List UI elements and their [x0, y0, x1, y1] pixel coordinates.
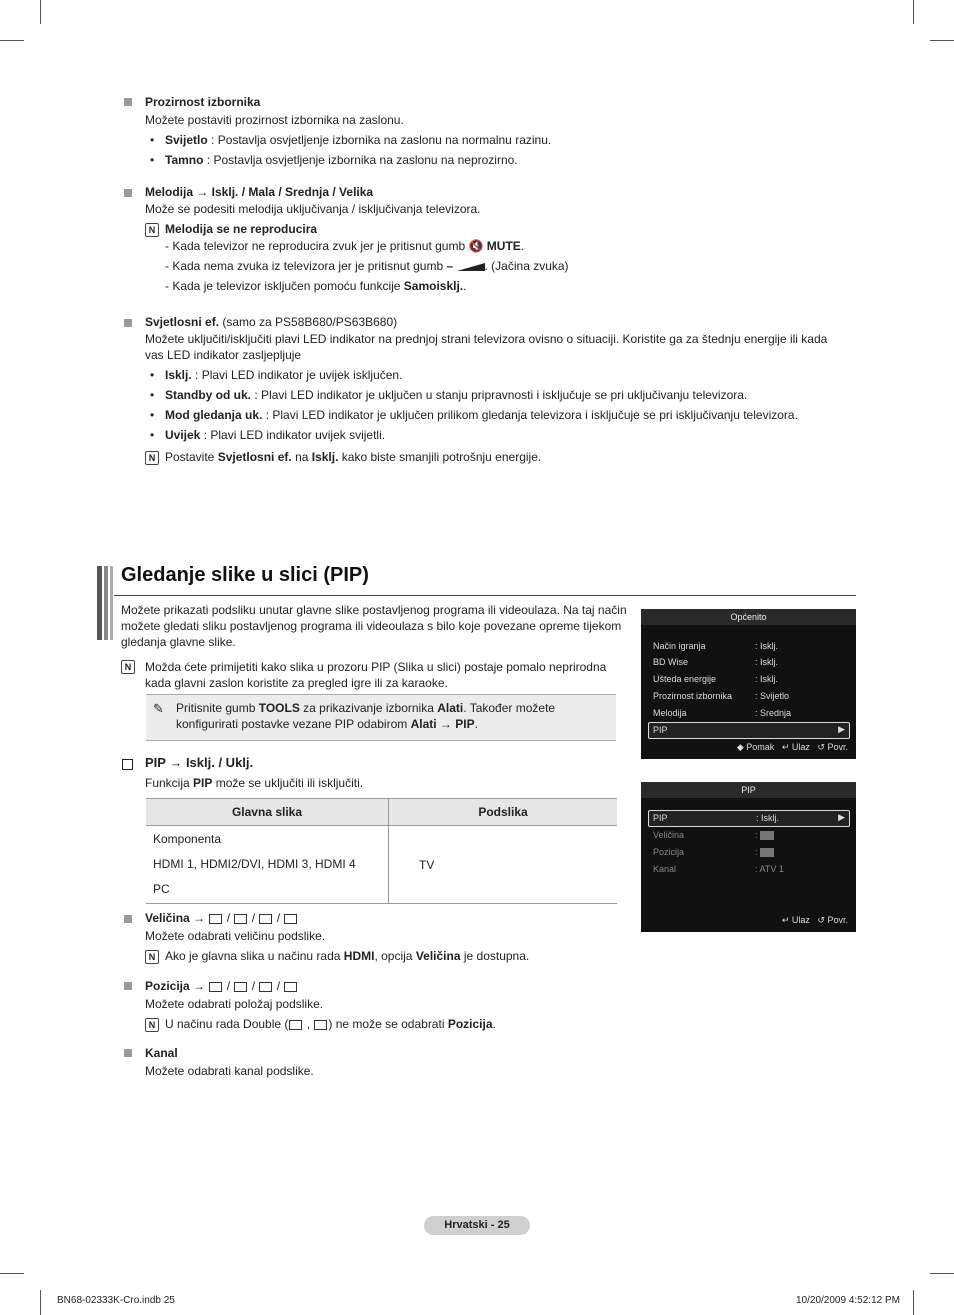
section-title: Svjetlosni ef. (samo za PS58B680/PS63B680) — [145, 315, 398, 329]
osd-selected-row[interactable] — [648, 722, 850, 739]
pip-size-small-icon — [209, 914, 222, 924]
arrow-right-icon: ▶ — [838, 812, 845, 822]
double-wide-icon — [284, 914, 297, 924]
section-desc: Možete odabrati položaj podslike. — [145, 997, 324, 1011]
section-desc: Može se podesiti melodija uključivanja / isključivanja televizora. — [145, 202, 481, 216]
volume-bar-icon — [457, 263, 485, 271]
osd-title: PIP — [641, 782, 856, 798]
section-bullet-icon — [124, 982, 132, 990]
crop-mark — [0, 1273, 24, 1274]
note-item: - Kada televizor ne reproducira zvuk jer je pritisnut gumb 🔇 MUTE. — [165, 239, 525, 253]
table-row: Komponenta — [153, 832, 222, 846]
note-title: Melodija se ne reproducira — [165, 222, 318, 236]
section-title: Melodija → Isklj. / Mala / Srednja / Velika — [145, 185, 374, 199]
section-desc: Možete odabrati kanal podslike. — [145, 1064, 314, 1078]
note-icon: N — [145, 223, 159, 237]
pip-position-thumb-icon — [760, 848, 774, 857]
section-bullet-icon — [124, 98, 132, 106]
arrow-right-icon: ▶ — [838, 724, 845, 734]
crop-mark — [930, 40, 954, 41]
footer-file: BN68-02333K-Cro.indb 25 — [57, 1295, 175, 1306]
table-row: HDMI 1, HDMI2/DVI, HDMI 3, HDMI 4 — [153, 857, 356, 871]
section-desc: vas LED indikator zasljepljuje — [145, 348, 302, 362]
position-top-right-icon — [234, 982, 247, 992]
note-icon: N — [145, 451, 159, 465]
checkbox-icon — [122, 759, 133, 770]
note-item: - Kada je televizor isključen pomoću funkcije Samoisklj.. — [165, 279, 467, 293]
crop-mark — [40, 0, 41, 24]
osd-footer: ↵ Ulaz ↺ Povr. — [781, 915, 848, 925]
osd-row-label[interactable]: Veličina — [653, 830, 685, 840]
section-bullet-icon — [124, 915, 132, 923]
note-text: Postavite Svjetlosni ef. na Isklj. kako biste smanjili potrošnju energije. — [165, 450, 542, 464]
osd-selected-value: : Isklj. — [756, 813, 780, 823]
osd-row-label[interactable]: Ušteda energije — [653, 674, 717, 684]
osd-general-menu — [641, 609, 856, 759]
osd-selected-row[interactable] — [648, 810, 850, 827]
pip-size-thumb-icon — [760, 831, 774, 840]
table-cell-sub: TV — [389, 826, 618, 904]
sub-desc: Funkcija PIP može se uključiti ili isključiti. — [145, 776, 364, 790]
double-icon — [289, 1020, 302, 1030]
section-title: Kanal — [145, 1046, 178, 1060]
osd-row-value: : Srednja — [755, 708, 792, 718]
section-bullet-icon — [124, 1049, 132, 1057]
section-title: Prozirnost izbornika — [145, 95, 261, 109]
osd-row-value: : — [755, 847, 774, 857]
table-cell-main — [146, 826, 389, 904]
osd-row-label[interactable]: Prozirnost izbornika — [653, 691, 733, 701]
bullet-item: • Tamno : Postavlja osvjetljenje izbornika na zaslonu na neprozirno. — [165, 153, 518, 168]
position-bottom-right-icon — [209, 982, 222, 992]
section-bullet-icon — [124, 319, 132, 327]
tools-tip-text: Pritisnite gumb TOOLS za prikazivanje izbornika Alati. Također možete konfigurirati postavke vezane PIP odabirom Alati → PIP. — [176, 701, 556, 731]
pip-source-table — [146, 798, 617, 904]
note-item: - Kada nema zvuka iz televizora jer je pritisnut gumb – . (Jačina zvuka) — [165, 259, 569, 273]
bullet-item: • Uvijek : Plavi LED indikator uvijek svijetli. — [165, 428, 385, 443]
osd-footer: ◆ Pomak ↵ Ulaz ↺ Povr. — [736, 742, 848, 752]
note-text: U načinu rada Double ( , ) ne može se odabrati Pozicija. — [165, 1017, 496, 1031]
osd-row-value: : — [755, 830, 774, 840]
page-number-badge: Hrvatski - 25 — [424, 1216, 530, 1235]
osd-row-label[interactable]: Način igranja — [653, 641, 706, 651]
crop-mark — [0, 40, 24, 41]
bullet-item: • Standby od uk. : Plavi LED indikator je uključen u stanju pripravnosti i isključuje se pri uključivanju televizora. — [165, 388, 747, 403]
position-top-left-icon — [259, 982, 272, 992]
enter-icon: ↵ — [781, 915, 790, 925]
heading-rule — [114, 595, 856, 596]
crop-mark — [40, 1290, 41, 1315]
double-wide-icon — [314, 1020, 327, 1030]
pip-size-large-icon — [234, 914, 247, 924]
double-icon — [259, 914, 272, 924]
return-icon: ↺ — [817, 915, 825, 925]
mute-icon: 🔇 — [468, 239, 484, 253]
intro-text: Možete prikazati podsliku unutar glavne slike postavljenog programa ili videoulaza. Na taj način možete gledati sliku postavljenog programa ili videoulaza s bilo koje povezane opreme tijekom gledanja glavne slike. — [121, 603, 627, 649]
table-row: PC — [153, 882, 170, 896]
page-heading: Gledanje slike u slici (PIP) — [121, 564, 369, 586]
osd-row-value: : ATV 1 — [755, 864, 784, 874]
osd-row-value: : Isklj. — [755, 641, 779, 651]
osd-row-label[interactable]: Pozicija — [653, 847, 685, 857]
osd-row-value: : Isklj. — [755, 657, 779, 667]
heading-bar — [104, 566, 108, 640]
note-text: Ako je glavna slika u načinu rada HDMI, opcija Veličina je dostupna. — [165, 949, 530, 963]
osd-pip-menu — [641, 782, 856, 932]
footer-date: 10/20/2009 4:52:12 PM — [796, 1295, 900, 1306]
osd-selected-label: PIP — [653, 813, 668, 823]
bullet-item: • Mod gledanja uk. : Plavi LED indikator je uključen prilikom gledanja televizora i isključuje se pri isključivanju televizora. — [165, 408, 798, 423]
tools-icon: ✎ — [153, 701, 164, 716]
osd-row-label[interactable]: Melodija — [653, 708, 687, 718]
sub-heading: PIP → Isklj. / Uklj. — [145, 755, 254, 770]
section-bullet-icon — [124, 189, 132, 197]
crop-mark — [913, 0, 914, 24]
crop-mark — [930, 1273, 954, 1274]
osd-row-label[interactable]: Kanal — [653, 864, 677, 874]
note-text: Možda ćete primijetiti kako slika u prozoru PIP (Slika u slici) postaje pomalo neprirodna kada glavni zaslon koristite za pregled igre ili za karaoke. — [145, 660, 607, 690]
section-title: Pozicija → / / / — [145, 979, 298, 994]
crop-mark — [913, 1290, 914, 1315]
note-icon: N — [145, 950, 159, 964]
section-title: Veličina → / / / — [145, 911, 298, 926]
note-icon: N — [121, 660, 135, 674]
table-header: Glavna slika — [146, 799, 389, 826]
osd-row-value: : Svijetlo — [755, 691, 790, 701]
heading-bar — [110, 566, 113, 640]
bullet-item: • Svijetlo : Postavlja osvjetljenje izbornika na zaslonu na normalnu razinu. — [165, 133, 551, 148]
heading-bar — [97, 566, 102, 640]
bullet-item: • Isklj. : Plavi LED indikator je uvijek isključen. — [165, 368, 402, 383]
osd-selected-label: PIP — [653, 725, 668, 735]
section-desc: Možete uključiti/isključiti plavi LED indikator na prednjoj strani televizora ovisno o situaciji. Koristite ga za štednju energije ili kada — [145, 332, 828, 346]
section-desc: Možete postaviti prozirnost izbornika na zaslonu. — [145, 113, 404, 127]
position-bottom-left-icon — [284, 982, 297, 992]
note-icon: N — [145, 1018, 159, 1032]
osd-row-value: : Isklj. — [755, 674, 779, 684]
table-header: Podslika — [389, 799, 618, 826]
enter-icon: ↵ — [781, 742, 790, 752]
section-desc: Možete odabrati veličinu podslike. — [145, 929, 326, 943]
move-icon: ◆ — [736, 742, 744, 752]
osd-title: Općenito — [641, 609, 856, 625]
return-icon: ↺ — [817, 742, 825, 752]
osd-row-label[interactable]: BD Wise — [653, 657, 689, 667]
